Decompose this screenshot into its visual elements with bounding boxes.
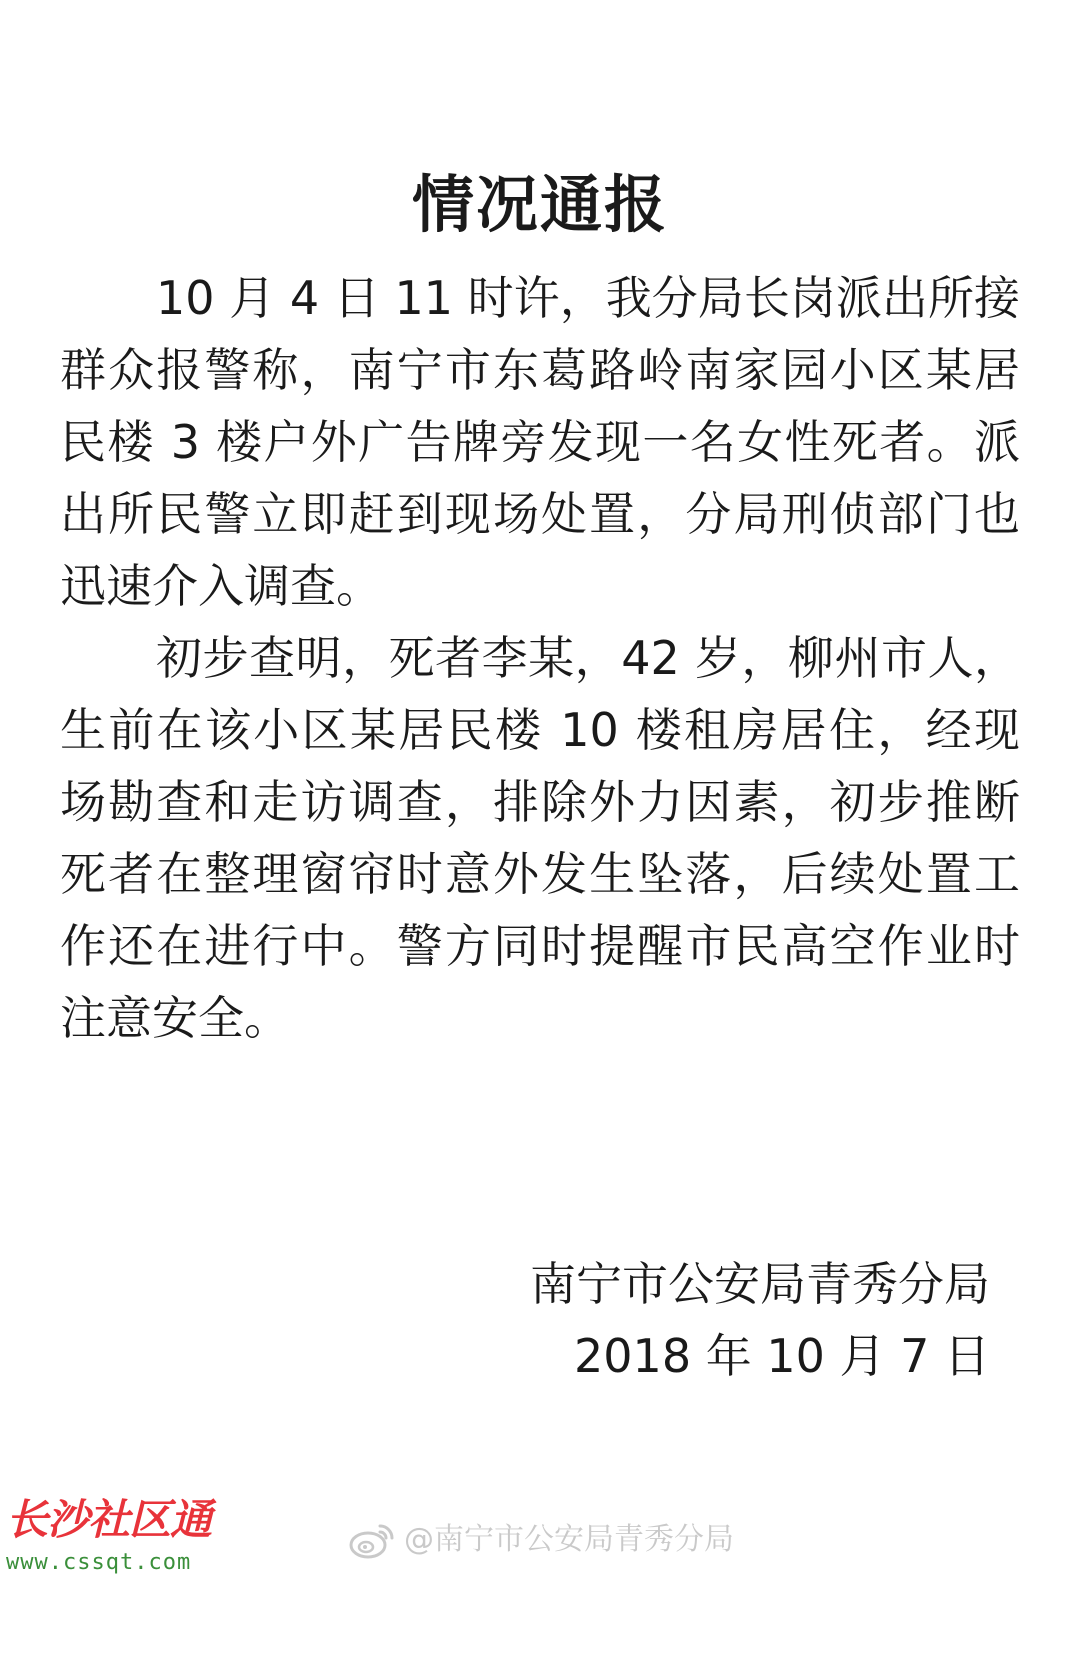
paragraph-incident-report: 10 月 4 日 11 时许，我分局长岗派出所接群众报警称，南宁市东葛路岭南家园小区某居民楼 3 楼户外广告牌旁发现一名女性死者。派出所民警立即赶到现场处置，分局刑侦部门也迅速介入调查。 (60, 271, 1020, 613)
signature-block (530, 1248, 990, 1392)
issue-date: 2018 年 10 月 7 日 (574, 1329, 990, 1383)
weibo-icon (348, 1520, 396, 1560)
site-watermark (6, 1494, 236, 1576)
site-logo-text: 长沙社区通 (6, 1495, 212, 1544)
weibo-account: @南宁市公安局青秀分局 (404, 1522, 734, 1557)
issuing-organization: 南宁市公安局青秀分局 (530, 1257, 990, 1311)
notice-title: 情况通报 (411, 168, 668, 241)
paragraph-findings: 初步查明，死者李某，42 岁，柳州市人，生前在该小区某居民楼 10 楼租房居住，经现场勘查和走访调查，排除外力因素，初步推断死者在整理窗帘时意外发生坠落，后续处置工作还在进行中。警方同时提醒市民高空作业时注意安全。 (60, 631, 1020, 1045)
weibo-watermark (348, 1520, 734, 1560)
site-url: www.cssqt.com (6, 1550, 192, 1575)
